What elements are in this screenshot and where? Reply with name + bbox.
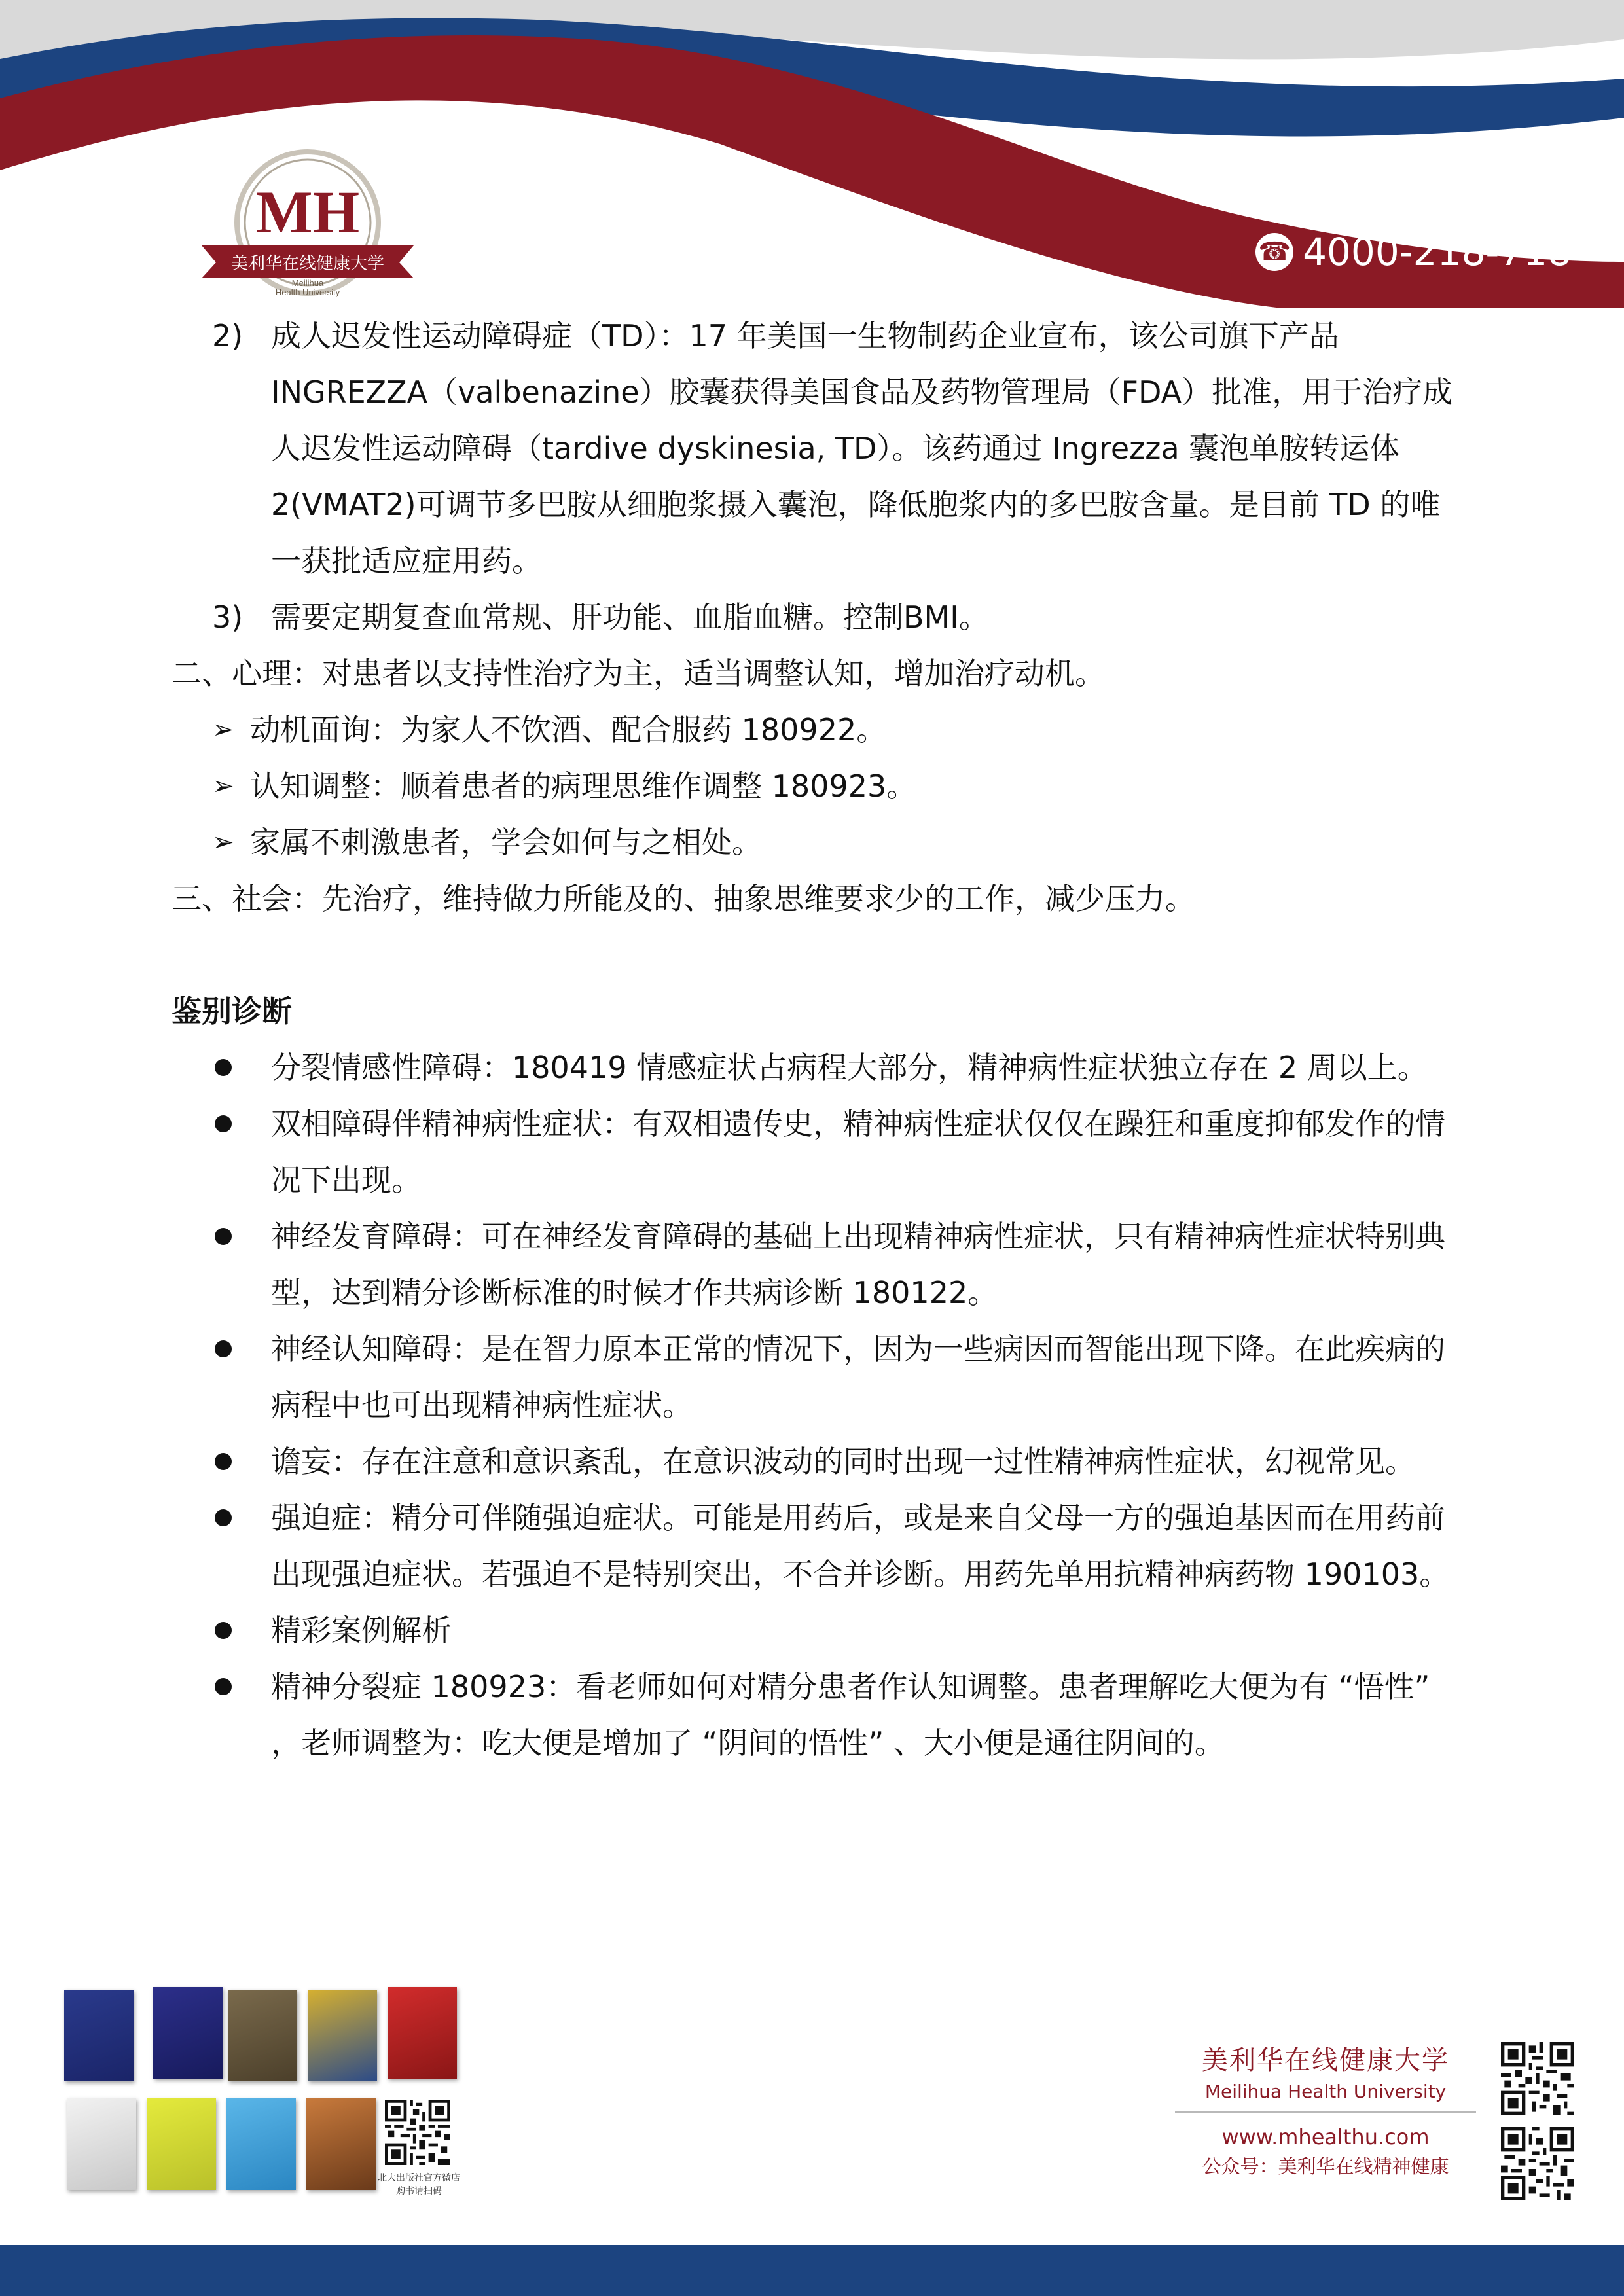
bullet-dot-icon [215,1509,232,1526]
bullet-item [171,1321,1454,1433]
bullet-text: 神经发育障碍：可在神经发育障碍的基础上出现精神病性症状，只有精神病性症状特别典型，达到精分诊断标准的时候才作共病诊断 180122。 [271,1219,1445,1310]
header-slogan: 报名学习 督导会诊 [1253,180,1572,219]
wechat-qr-code [1501,2127,1574,2200]
arrow-bullet-icon: ➢ [212,827,234,857]
book-cover [147,2098,216,2190]
arrow-item [171,702,1454,758]
item-number: 2) [212,318,244,353]
university-logo [196,147,419,298]
bullet-dot-icon [215,1059,232,1076]
logo-en1: Meilihua [291,278,324,288]
section-heading-differential: 鉴别诊断 [171,994,292,1029]
bullet-dot-icon [215,1622,232,1639]
arrow-item-text: 动机面询：为家人不饮酒、配合服药 180922。 [250,712,887,747]
shop-qr-caption [373,2172,465,2198]
arrow-bullet-icon: ➢ [212,771,234,801]
bullet-item [171,1433,1454,1490]
book-cover [153,1987,223,2079]
bullet-item [171,1659,1454,1771]
bullet-item [171,1096,1454,1208]
arrow-item [171,758,1454,814]
arrow-item [171,814,1454,870]
bullet-item [171,1602,1454,1659]
section-social: 三、社会：先治疗，维持做力所能及的、抽象思维要求少的工作，减少压力。 [171,881,1195,916]
bullet-item [171,1490,1454,1602]
document-body [171,308,1454,1771]
phone-icon: ☎ [1255,233,1293,271]
book-cover [228,1990,297,2081]
phone-number: 4000-218-718 [1303,230,1572,274]
qr-caption-line2: 购书请扫码 [396,2186,442,2197]
numbered-item-3 [171,589,1454,645]
qr-caption-line1: 北大出版社官方微店 [378,2173,460,2183]
bullet-dot-icon [215,1678,232,1695]
bullet-dot-icon [215,1340,232,1357]
item-number: 3) [212,600,244,635]
bullet-text: 精彩案例解析 [271,1613,452,1648]
footer-bar [0,2245,1624,2296]
arrow-bullet-icon: ➢ [212,715,234,745]
logo-mark: MH [255,179,360,245]
book-cover [388,1987,457,2079]
item-text: 需要定期复查血常规、肝功能、血脂血糖。控制BMI。 [271,600,989,635]
book-cover [64,1990,134,2081]
website-qr-code [1501,2042,1574,2115]
bullet-item [171,1208,1454,1321]
book-cover [67,2098,136,2190]
bullet-text: 神经认知障碍：是在智力原本正常的情况下，因为一些病因而智能出现下降。在此疾病的病程中也可出现精神病性症状。 [271,1331,1445,1423]
logo-cn: 美利华在线健康大学 [230,254,385,274]
phone-row [1253,229,1572,275]
numbered-item-2 [171,308,1454,589]
header-contact [1253,177,1572,275]
item-text: 成人迟发性运动障碍症（TD）：17 年美国一生物制药企业宣布，该公司旗下产品 INGREZZA（valbenazine）胶囊获得美国食品及药物管理局（FDA）批准，用于治疗成人迟发性运动障碍（tardive dyskinesia, TD）。该药通过 Ingrezza 囊泡单胺转运体 2(VMAT2)可调节多巴胺从细胞浆摄入囊泡，降低胞浆内的多巴胺含量。是目前 TD 的唯一获批适应症用药。 [271,318,1453,579]
book-cover [308,1990,377,2081]
spacer [171,927,1454,983]
bullet-item [171,1039,1454,1096]
shop-qr-code [385,2100,450,2165]
bullet-text: 双相障碍伴精神病性症状：有双相遗传史，精神病性症状仅仅在躁狂和重度抑郁发作的情况下出现。 [271,1106,1445,1198]
footer-divider [1175,2111,1476,2113]
bullet-dot-icon [215,1453,232,1470]
footer-wechat: 公众号：美利华在线精神健康 [1202,2155,1449,2178]
book-covers [64,1987,470,2203]
bullet-dot-icon [215,1115,232,1132]
book-cover [226,2098,296,2190]
footer-website: www.mhealthu.com [1221,2125,1430,2149]
book-cover [306,2098,376,2190]
footer-org-info [1175,2042,1476,2181]
arrow-item-text: 认知调整：顺着患者的病理思维作调整 180923。 [250,768,917,804]
bullet-dot-icon [215,1228,232,1245]
bullet-text: 谵妄：存在注意和意识紊乱，在意识波动的同时出现一过性精神病性症状，幻视常见。 [271,1444,1415,1479]
footer-org-cn: 美利华在线健康大学 [1202,2045,1449,2075]
bullet-text: 精神分裂症 180923：看老师如何对精分患者作认知调整。患者理解吃大便为有 “悟性” ，老师调整为：吃大便是增加了 “阴间的悟性” 、大小便是通往阴间的。 [271,1669,1430,1761]
section-psychology: 二、心理：对患者以支持性治疗为主，适当调整认知，增加治疗动机。 [171,656,1105,691]
bullet-text: 强迫症：精分可伴随强迫症状。可能是用药后，或是来自父母一方的强迫基因而在用药前出现强迫症状。若强迫不是特别突出，不合并诊断。用药先单用抗精神病药物 190103。 [271,1500,1450,1592]
logo-en2: Health University [275,287,340,297]
footer-org-en: Meilihua Health University [1204,2081,1447,2102]
bullet-text: 分裂情感性障碍：180419 情感症状占病程大部分，精神病性症状独立存在 2 周以上。 [271,1050,1428,1085]
arrow-item-text: 家属不刺激患者，学会如何与之相处。 [250,825,762,860]
